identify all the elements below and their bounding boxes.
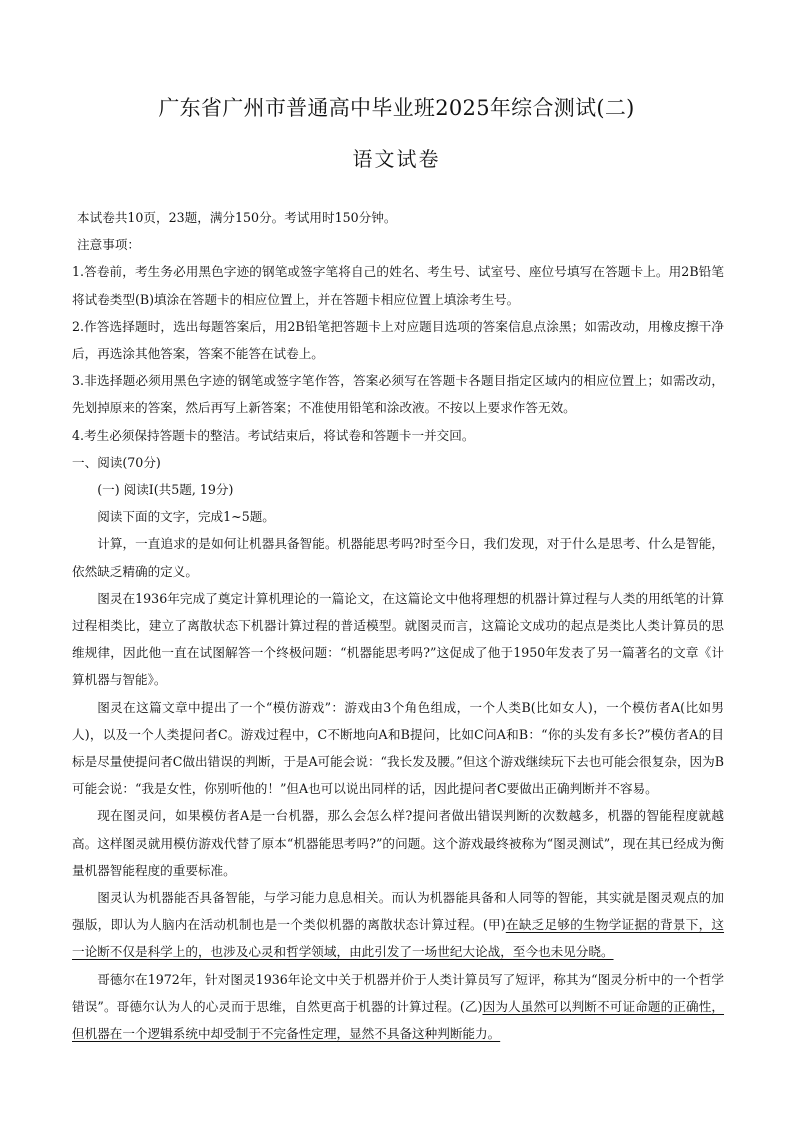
- notice-item-1: 1.答卷前，考生务必用黑色字迹的钢笔或签字笔将自己的姓名、考生号、试室号、座位号填写在答题卡上。用2B铅笔将试卷类型(B)填涂在答题卡的相应位置上，并在答题卡相应位置上填涂考生号。: [72, 264, 724, 307]
- passage-paragraph-6: [72, 966, 724, 1048]
- paragraph-6-text: 哥德尔在1972年，针对图灵1936年论文中关于机器并价于人类计算员写了短评，称其为“图灵分析中的一个哲学错误”。哥德尔认为人的心灵而于思维，自然更高于机器的计算过程。: [72, 971, 724, 1014]
- notice-item-3: 3.非选择题必须用黑色字迹的钢笔或签字笔作答，答案必须写在答题卡各题目指定区域内的相应位置上；如需改动，先划掉原来的答案，然后再写上新答案；不准使用铅笔和涂改液。不按以上要求作答无效。: [72, 373, 724, 416]
- passage-paragraph-2: 图灵在1936年完成了奠定计算机理论的一篇论文，在这篇论文中他将理想的机器计算过程与人类的用纸笔的计算过程相类比，建立了离散状态下机器计算过程的普适模型。就图灵而言，这篇论文成功的起点是类比人类计算员的思维规律，因此他一直在试图解答一个终极问题：“机器能思考吗?”这促成了他于1950年发表了另一篇著名的文章《计算机器与智能》。: [72, 590, 724, 688]
- exam-summary: 本试卷共10页，23题，满分150分。考试用时150分钟。: [77, 210, 397, 225]
- exam-content: [72, 204, 724, 1047]
- paragraph-5-text: 图灵认为机器能否具备智能，与学习能力息息相关。而认为机器能具备和人同等的智能，其实就是图灵观点的加强版，即认为人脑内在活动机制也是一个类似机器的离散状态计算过程。: [72, 890, 724, 933]
- section-heading: 一、阅读(70分): [72, 454, 161, 470]
- section-subheading: (一) 阅读Ⅰ(共5题, 19分): [97, 482, 234, 498]
- passage-paragraph-4: 现在图灵问，如果模仿者A是一台机器，那么会怎么样?提问者做出错误判断的次数越多，机器的智能程度就越高。这样图灵就用模仿游戏代替了原本“机器能思考吗?”的问题。这个游戏最终被称为“图灵测试”，现在其已经成为衡量机器智能程度的重要标准。: [72, 808, 724, 878]
- passage-paragraph-1: 计算，一直追求的是如何让机器具备智能。机器能思考吗?时至今日，我们发现，对于什么是思考、什么是智能，依然缺乏精确的定义。: [72, 536, 724, 579]
- underlined-sentence-yi: 因为人虽然可以判断不可证命题的正确性，但机器在一个逻辑系统中却受制于不完备性定理，显然不具备这种判断能力。: [72, 998, 725, 1042]
- notice-title: 注意事项：: [77, 237, 140, 253]
- marker-jia: (甲): [482, 917, 506, 933]
- passage-paragraph-5: [72, 884, 724, 966]
- reading-directive: 阅读下面的文字，完成1~5题。: [97, 509, 275, 525]
- underlined-sentence-jia: 在缺乏足够的生物学证据的背景下，这一论断不仅是科学上的，也涉及心灵和哲学领域，由此引发了一场世纪大论战，至今也未见分晓。: [72, 917, 725, 960]
- page-subtitle: 语文试卷: [352, 147, 441, 171]
- marker-yi: (乙): [459, 998, 483, 1014]
- page-title: 广东省广州市普通高中毕业班2025年综合测试(二): [158, 96, 635, 120]
- passage-paragraph-3: 图灵在这篇文章中提出了一个“模仿游戏”：游戏由3个角色组成，一个人类B(比如女人)，一个模仿者A(比如男人)，以及一个人类提问者C。游戏过程中，C不断地向A和B提问，比如C问A和B：“你的头发有多长?”模仿者A的目标是尽量使提问者C做出错误的判断，于是A可能会说：“我长发及腰。”但这个游戏继续玩下去也可能会很复杂，因为B可能会说：“我是女性，你别听他的！”但A也可以说出同样的话，因此提问者C要做出正确判断并不容易。: [72, 699, 724, 797]
- notice-item-2: 2.作答选择题时，选出每题答案后，用2B铅笔把答题卡上对应题目选项的答案信息点涂黑；如需改动，用橡皮擦干净后，再选涂其他答案，答案不能答在试卷上。: [72, 318, 724, 362]
- notice-item-4: 4.考生必须保持答题卡的整洁。考试结束后，将试卷和答题卡一并交回。: [72, 427, 475, 443]
